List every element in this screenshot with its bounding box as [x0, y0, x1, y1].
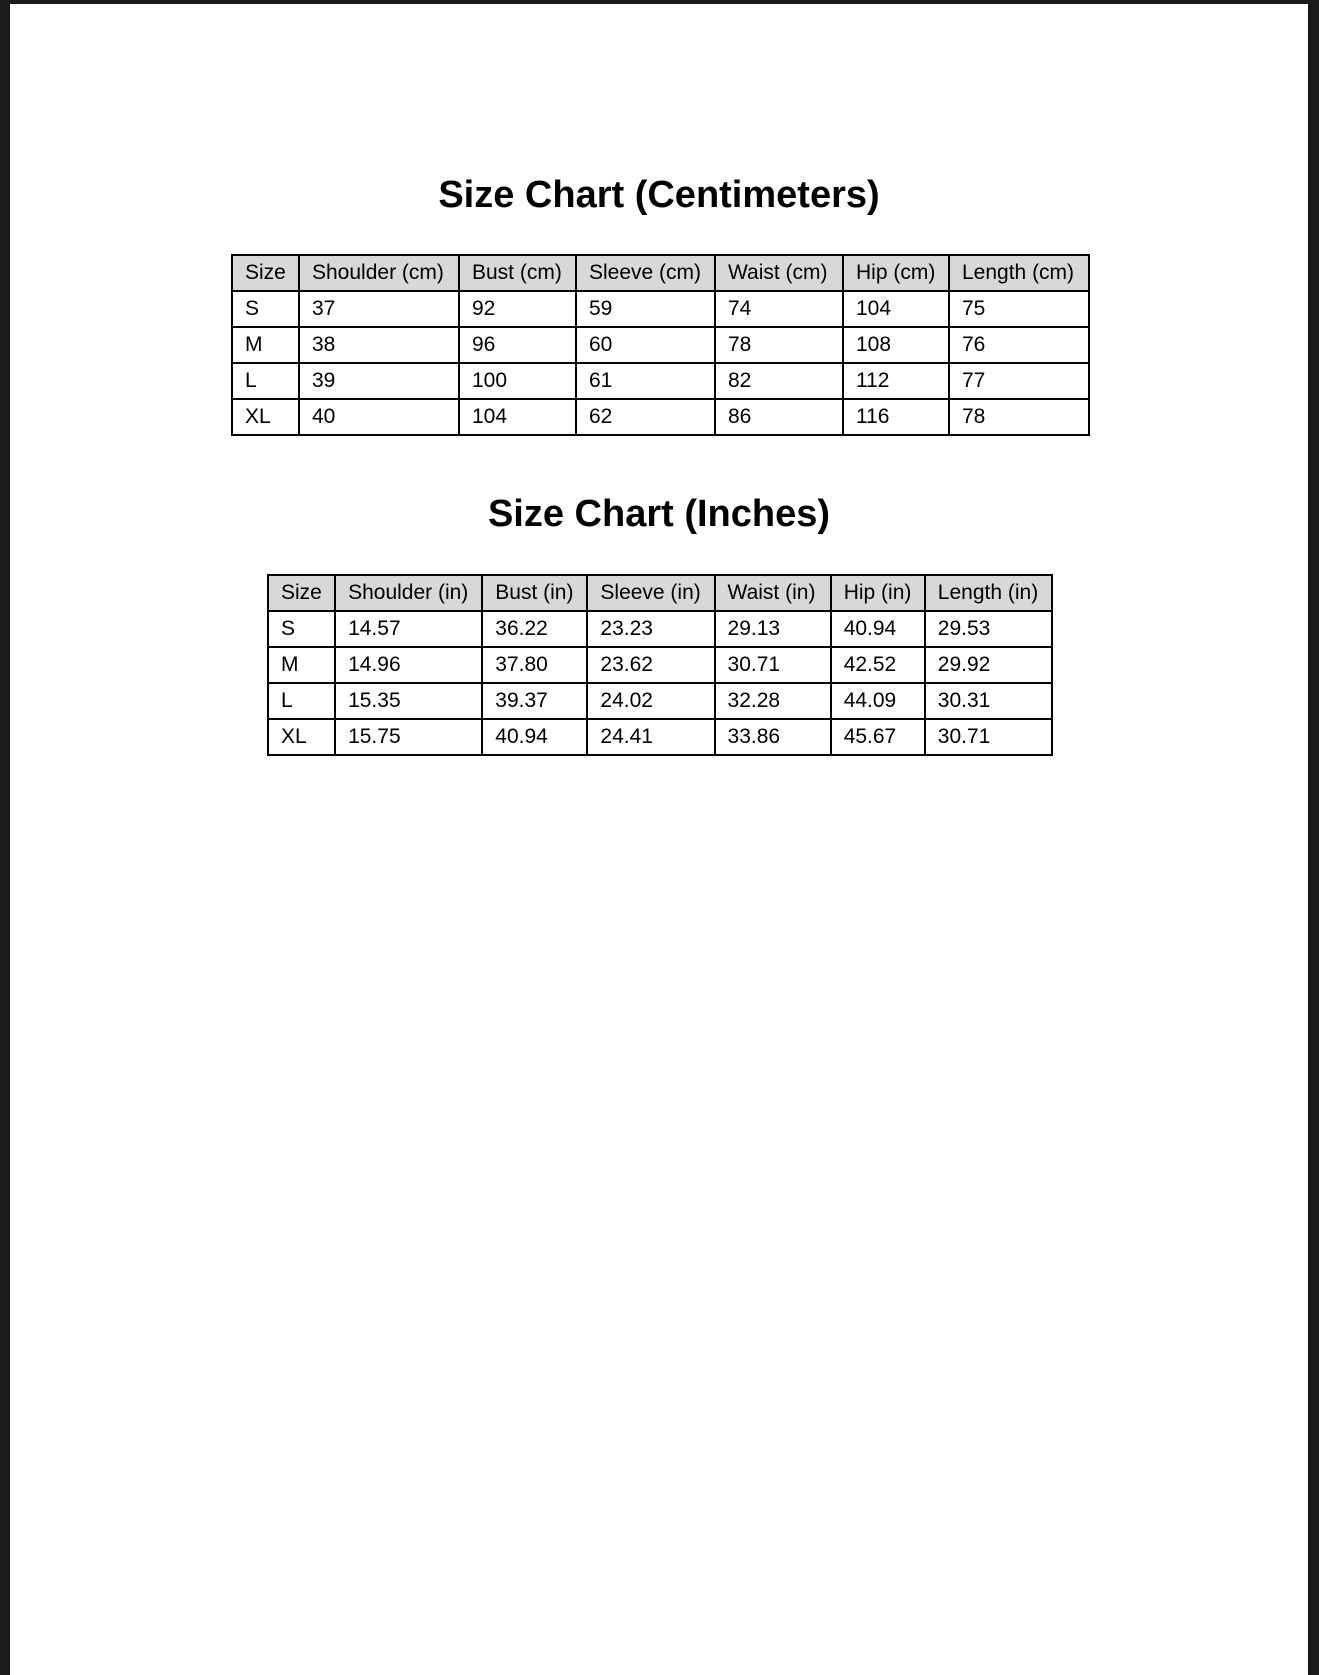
table-cell: 38	[299, 327, 459, 363]
size-cell: S	[232, 291, 299, 327]
table-cell: 40.94	[831, 611, 925, 647]
table-cell: 74	[715, 291, 843, 327]
table-cell: 78	[715, 327, 843, 363]
table-cell: 29.92	[925, 647, 1052, 683]
table-cell: 32.28	[715, 683, 831, 719]
header-cell: Size	[232, 255, 299, 291]
table-cell: 39.37	[482, 683, 587, 719]
table-cell: 59	[576, 291, 715, 327]
table-header-row	[268, 575, 1052, 611]
table-cell: 61	[576, 363, 715, 399]
header-cell: Waist (in)	[715, 575, 831, 611]
table-cell: 37.80	[482, 647, 587, 683]
size-cell: XL	[268, 719, 335, 755]
table-row	[268, 719, 1052, 755]
table-header-row	[232, 255, 1089, 291]
header-cell: Bust (in)	[482, 575, 587, 611]
table-cell: 104	[459, 399, 576, 435]
table-cell: 24.02	[587, 683, 714, 719]
table-cell: 96	[459, 327, 576, 363]
table-cell: 108	[843, 327, 949, 363]
table-cell: 39	[299, 363, 459, 399]
header-cell: Waist (cm)	[715, 255, 843, 291]
cm-size-table	[231, 254, 1090, 436]
size-cell: L	[232, 363, 299, 399]
table-cell: 77	[949, 363, 1089, 399]
document-page	[10, 4, 1308, 1675]
table-cell: 30.71	[715, 647, 831, 683]
table-cell: 82	[715, 363, 843, 399]
size-cell: M	[268, 647, 335, 683]
header-cell: Bust (cm)	[459, 255, 576, 291]
table-row	[268, 611, 1052, 647]
table-cell: 40.94	[482, 719, 587, 755]
table-cell: 86	[715, 399, 843, 435]
table-cell: 14.96	[335, 647, 482, 683]
size-cell: S	[268, 611, 335, 647]
table-cell: 78	[949, 399, 1089, 435]
header-cell: Hip (in)	[831, 575, 925, 611]
header-cell: Size	[268, 575, 335, 611]
table-cell: 29.53	[925, 611, 1052, 647]
table-cell: 104	[843, 291, 949, 327]
header-cell: Hip (cm)	[843, 255, 949, 291]
in-chart-title: Size Chart (Inches)	[487, 493, 831, 535]
table-cell: 15.35	[335, 683, 482, 719]
table-row	[232, 363, 1089, 399]
table-cell: 24.41	[587, 719, 714, 755]
table-cell: 45.67	[831, 719, 925, 755]
table-cell: 14.57	[335, 611, 482, 647]
cm-chart-title: Size Chart (Centimeters)	[438, 174, 880, 216]
table-cell: 92	[459, 291, 576, 327]
header-cell: Shoulder (cm)	[299, 255, 459, 291]
table-cell: 116	[843, 399, 949, 435]
table-cell: 62	[576, 399, 715, 435]
table-cell: 36.22	[482, 611, 587, 647]
table-cell: 60	[576, 327, 715, 363]
header-cell: Length (cm)	[949, 255, 1089, 291]
header-cell: Length (in)	[925, 575, 1052, 611]
table-cell: 44.09	[831, 683, 925, 719]
table-cell: 23.62	[587, 647, 714, 683]
table-cell: 76	[949, 327, 1089, 363]
table-row	[232, 399, 1089, 435]
header-cell: Shoulder (in)	[335, 575, 482, 611]
size-cell: M	[232, 327, 299, 363]
table-row	[268, 683, 1052, 719]
table-row	[268, 647, 1052, 683]
table-cell: 100	[459, 363, 576, 399]
header-cell: Sleeve (in)	[587, 575, 714, 611]
in-size-table	[267, 574, 1053, 756]
table-row	[232, 291, 1089, 327]
table-cell: 40	[299, 399, 459, 435]
table-cell: 33.86	[715, 719, 831, 755]
table-cell: 15.75	[335, 719, 482, 755]
table-cell: 29.13	[715, 611, 831, 647]
size-cell: XL	[232, 399, 299, 435]
table-cell: 75	[949, 291, 1089, 327]
table-cell: 42.52	[831, 647, 925, 683]
table-cell: 112	[843, 363, 949, 399]
table-cell: 30.31	[925, 683, 1052, 719]
table-row	[232, 327, 1089, 363]
table-cell: 37	[299, 291, 459, 327]
table-cell: 23.23	[587, 611, 714, 647]
header-cell: Sleeve (cm)	[576, 255, 715, 291]
size-cell: L	[268, 683, 335, 719]
table-cell: 30.71	[925, 719, 1052, 755]
